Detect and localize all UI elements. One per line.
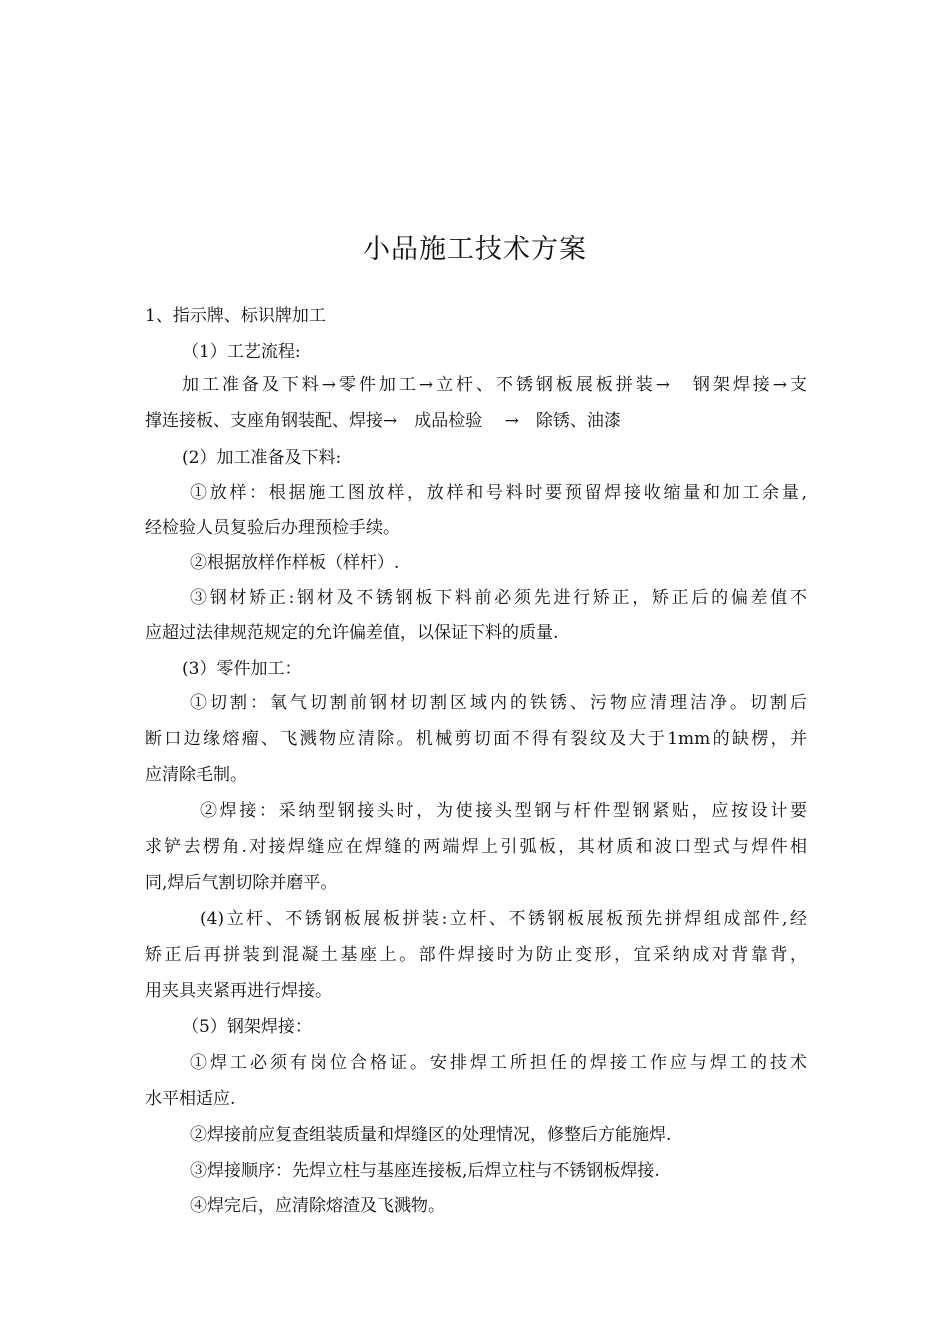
subheading-process-flow: （1）工艺流程: bbox=[182, 342, 301, 362]
paragraph-line: ②焊接：采纳型钢接头时，为使接头型钢与杆件型钢紧贴，应按设计要 bbox=[200, 801, 807, 821]
paragraph-line: ①切割：氧气切割前钢材切割区域内的铁锈、污物应清理洁净。切割后 bbox=[190, 693, 807, 713]
paragraph-line: ②根据放样作样板（样杆）. bbox=[190, 553, 400, 573]
paragraph-line: ①焊工必须有岗位合格证。安排焊工所担任的焊接工作应与焊工的技术 bbox=[190, 1053, 807, 1073]
subheading-part-processing: (3）零件加工： bbox=[182, 659, 302, 679]
paragraph-line: (4)立杆、不锈钢板展板拼装:立杆、不锈钢板展板预先拼焊组成部件,经 bbox=[200, 909, 807, 929]
paragraph-line: 断口边缘熔瘤、飞溅物应清除。机械剪切面不得有裂纹及大于1mm的缺楞，并 bbox=[145, 729, 807, 749]
paragraph-line: 撑连接板、支座角钢装配、焊接→ 成品检验 → 除锈、油漆 bbox=[145, 411, 621, 431]
paragraph-line: 应超过法律规范规定的允许偏差值，以保证下料的质量. bbox=[145, 623, 559, 643]
subheading-steel-frame-welding: （5）钢架焊接： bbox=[182, 1017, 312, 1037]
paragraph-line: 同,焊后气割切除并磨平。 bbox=[145, 873, 338, 893]
paragraph-line: 用夹具夹紧再进行焊接。 bbox=[145, 981, 332, 1001]
paragraph-line: ②焊接前应复查组装质量和焊缝区的处理情况，修整后方能施焊. bbox=[190, 1125, 672, 1145]
paragraph-line: 矫正后再拼装到混凝土基座上。部件焊接时为防止变形，宜采纳成对背靠背， bbox=[145, 945, 807, 965]
document-title: 小品施工技术方案 bbox=[363, 234, 587, 265]
paragraph-line: 应清除毛制。 bbox=[145, 765, 247, 785]
paragraph-line: ③焊接顺序：先焊立柱与基座连接板,后焊立柱与不锈钢板焊接. bbox=[190, 1161, 660, 1181]
paragraph-line: 经检验人员复验后办理预检手续。 bbox=[145, 518, 400, 538]
paragraph-line: 求铲去楞角.对接焊缝应在焊缝的两端焊上引弧板，其材质和波口型式与焊件相 bbox=[145, 837, 807, 857]
paragraph-line: ①放样：根据施工图放样，放样和号料时要预留焊接收缩量和加工余量, bbox=[190, 483, 807, 503]
subheading-preparation: (2）加工准备及下料: bbox=[182, 448, 342, 468]
paragraph-line: 加工准备及下料→零件加工→立杆、不锈钢板展板拼装→ 钢架焊接→支 bbox=[182, 375, 807, 395]
paragraph-line: ③钢材矫正:钢材及不锈钢板下料前必须先进行矫正，矫正后的偏差值不 bbox=[190, 588, 807, 608]
paragraph-line: ④焊完后，应清除熔渣及飞溅物。 bbox=[190, 1196, 445, 1216]
paragraph-line: 水平相适应. bbox=[145, 1089, 236, 1109]
section-heading-1: 1、指示牌、标识牌加工 bbox=[145, 306, 326, 326]
